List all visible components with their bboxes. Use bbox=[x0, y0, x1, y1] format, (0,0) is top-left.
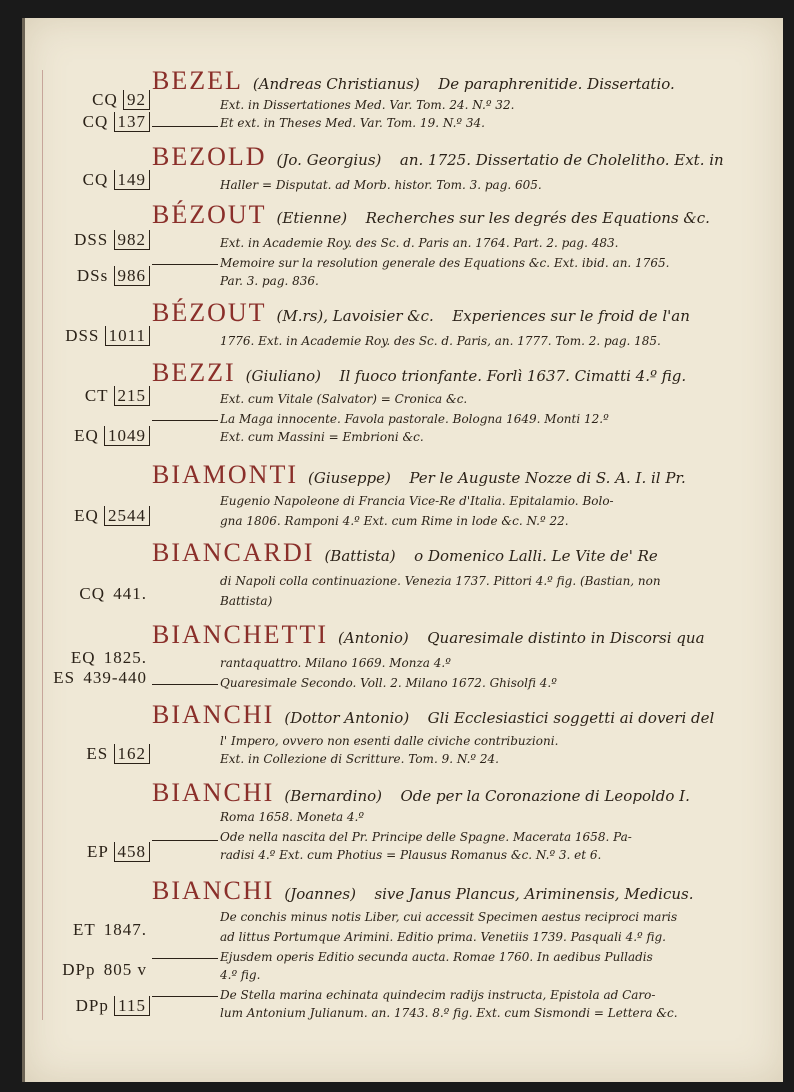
entry-title: Il fuoco trionfante. Forlì 1637. Cimatti 4.º fig. bbox=[339, 367, 687, 385]
entry-author: (Joannes) bbox=[284, 885, 356, 903]
entry-line: Quaresimale Secondo. Voll. 2. Milano 1672. Ghisolfi 4.º bbox=[220, 676, 557, 690]
ditto-dash bbox=[152, 996, 218, 997]
entry-line: Haller = Disputat. ad Morb. histor. Tom. 3. pag. 605. bbox=[220, 178, 542, 192]
entry-heading: BÉZOUT (M.rs), Lavoisier &c. Experiences sur le froid de l'an bbox=[152, 298, 690, 327]
entry-line: ad littus Portumque Arimini. Editio prima. Venetiis 1739. Pasquali 4.º fig. bbox=[220, 930, 666, 944]
shelfmark: ET 1847. bbox=[73, 920, 147, 939]
entry-line: rantaquattro. Milano 1669. Monza 4.º bbox=[220, 656, 451, 670]
shelfmark: EP 458 bbox=[28, 842, 150, 862]
ditto-dash bbox=[152, 684, 218, 685]
ditto-dash bbox=[152, 958, 218, 959]
entry-title: Per le Auguste Nozze di S. A. I. il Pr. bbox=[409, 469, 686, 487]
entry-line: 4.º fig. bbox=[220, 968, 261, 982]
shelfmark: DSS 982 bbox=[28, 230, 150, 250]
ditto-dash bbox=[152, 264, 218, 265]
entry-line: Ext. cum Vitale (Salvator) = Cronica &c. bbox=[220, 392, 468, 406]
shelfmark: CQ 137 bbox=[28, 112, 150, 132]
entry-title: o Domenico Lalli. Le Vite de' Re bbox=[414, 547, 658, 565]
entry-line: Et ext. in Theses Med. Var. Tom. 19. N.º 34. bbox=[220, 116, 485, 130]
shelfmark: EQ 1825. bbox=[70, 648, 147, 667]
entry-title: an. 1725. Dissertatio de Cholelitho. Ext. in bbox=[399, 151, 724, 169]
entry-line: 1776. Ext. in Academie Roy. des Sc. d. Paris, an. 1777. Tom. 2. pag. 185. bbox=[220, 334, 661, 348]
entry-title: Ode per la Coronazione di Leopoldo I. bbox=[400, 787, 690, 805]
entry-line: Battista) bbox=[220, 594, 273, 608]
entry-author: (Antonio) bbox=[337, 629, 409, 647]
entry-line: La Maga innocente. Favola pastorale. Bologna 1649. Monti 12.º bbox=[220, 412, 609, 426]
entry-line: De Stella marina echinata quindecim radijs instructa, Epistola ad Caro- bbox=[220, 988, 656, 1002]
entry-heading: BIANCHI (Dottor Antonio) Gli Ecclesiastici soggetti ai doveri del bbox=[152, 700, 715, 729]
entry-line: radisi 4.º Ext. cum Photius = Plausus Romanus &c. N.º 3. et 6. bbox=[220, 848, 602, 862]
entry-line: di Napoli colla continuazione. Venezia 1737. Pittori 4.º fig. (Bastian, non bbox=[220, 574, 661, 588]
entry-line: Ext. in Collezione di Scritture. Tom. 9. N.º 24. bbox=[220, 752, 499, 766]
entry-heading: BIANCHI (Joannes) sive Janus Plancus, Ariminensis, Medicus. bbox=[152, 876, 694, 905]
entry-line: Eugenio Napoleone di Francia Vice-Re d'Italia. Epitalamio. Bolo- bbox=[220, 494, 614, 508]
entry-heading: BIANCHI (Bernardino) Ode per la Coronazione di Leopoldo I. bbox=[152, 778, 690, 807]
entry-line: Ode nella nascita del Pr. Principe delle Spagne. Macerata 1658. Pa- bbox=[220, 830, 632, 844]
entry-heading: BIANCARDI (Battista) o Domenico Lalli. Le Vite de' Re bbox=[152, 538, 658, 567]
entry-author: (Jo. Georgius) bbox=[276, 151, 382, 169]
entry-line: Ext. in Dissertationes Med. Var. Tom. 24. N.º 32. bbox=[220, 98, 515, 112]
entry-author: (Giuseppe) bbox=[308, 469, 391, 487]
entry-line: gna 1806. Ramponi 4.º Ext. cum Rime in lode &c. N.º 22. bbox=[220, 514, 569, 528]
entry-heading: BIANCHETTI (Antonio) Quaresimale distinto in Discorsi qua bbox=[152, 620, 705, 649]
shelfmark: CQ 441. bbox=[79, 584, 147, 603]
entry-heading: BIAMONTI (Giuseppe) Per le Auguste Nozze di S. A. I. il Pr. bbox=[152, 460, 686, 489]
entry-title: De paraphrenitide. Dissertatio. bbox=[438, 75, 675, 93]
entry-title: Gli Ecclesiastici soggetti ai doveri del bbox=[427, 709, 715, 727]
shelfmark: DSS 1011 bbox=[28, 326, 150, 346]
entry-line: Memoire sur la resolution generale des Equations &c. Ext. ibid. an. 1765. bbox=[220, 256, 670, 270]
entry-title: sive Janus Plancus, Ariminensis, Medicus. bbox=[374, 885, 694, 903]
shelfmark: EQ 1049 bbox=[28, 426, 150, 446]
entry-author: (Dottor Antonio) bbox=[284, 709, 410, 727]
shelfmark: ES 162 bbox=[28, 744, 150, 764]
entry-title: Recherches sur les degrés des Equations &c. bbox=[365, 209, 710, 227]
entry-title: Quaresimale distinto in Discorsi qua bbox=[427, 629, 705, 647]
margin-rule bbox=[42, 70, 43, 1020]
entry-line: l' Impero, ovvero non esenti dalle civiche contribuzioni. bbox=[220, 734, 559, 748]
entry-heading: BEZZI (Giuliano) Il fuoco trionfante. Forlì 1637. Cimatti 4.º fig. bbox=[152, 358, 687, 387]
entry-line: Ejusdem operis Editio secunda aucta. Romae 1760. In aedibus Pulladis bbox=[220, 950, 653, 964]
entry-author: (Andreas Christianus) bbox=[252, 75, 420, 93]
shelfmark: ES 439-440 bbox=[53, 668, 147, 687]
shelfmark: CQ 149 bbox=[28, 170, 150, 190]
entry-line: Ext. cum Massini = Embrioni &c. bbox=[220, 430, 424, 444]
shelfmark: DSs 986 bbox=[28, 266, 150, 286]
entry-author: (Battista) bbox=[324, 547, 396, 565]
entry-heading: BEZOLD (Jo. Georgius) an. 1725. Dissertatio de Cholelitho. Ext. in bbox=[152, 142, 724, 171]
entry-heading: BEZEL (Andreas Christianus) De paraphrenitide. Dissertatio. bbox=[152, 66, 675, 95]
entry-line: Par. 3. pag. 836. bbox=[220, 274, 319, 288]
entry-author: (Etienne) bbox=[276, 209, 348, 227]
entry-heading: BÉZOUT (Etienne) Recherches sur les degrés des Equations &c. bbox=[152, 200, 710, 229]
ditto-dash bbox=[152, 840, 218, 841]
entry-author: (Giuliano) bbox=[245, 367, 322, 385]
shelfmark: EQ 2544 bbox=[28, 506, 150, 526]
shelfmark: DPp 805 v bbox=[62, 960, 147, 979]
entry-line: Ext. in Academie Roy. des Sc. d. Paris an. 1764. Part. 2. pag. 483. bbox=[220, 236, 619, 250]
entry-author: (M.rs), Lavoisier &c. bbox=[276, 307, 434, 325]
entry-line: lum Antonium Julianum. an. 1743. 8.º fig. Ext. cum Sismondi = Lettera &c. bbox=[220, 1006, 678, 1020]
entry-title: Experiences sur le froid de l'an bbox=[452, 307, 690, 325]
entry-line: De conchis minus notis Liber, cui accessit Specimen aestus reciproci maris bbox=[220, 910, 678, 924]
shelfmark: CQ 92 bbox=[28, 90, 150, 110]
ditto-dash bbox=[152, 420, 218, 421]
shelfmark: CT 215 bbox=[28, 386, 150, 406]
entry-line: Roma 1658. Moneta 4.º bbox=[220, 810, 364, 824]
entry-author: (Bernardino) bbox=[284, 787, 382, 805]
shelfmark: DPp 115 bbox=[28, 996, 150, 1016]
ditto-dash bbox=[152, 126, 218, 127]
scan-top-border bbox=[0, 0, 794, 18]
